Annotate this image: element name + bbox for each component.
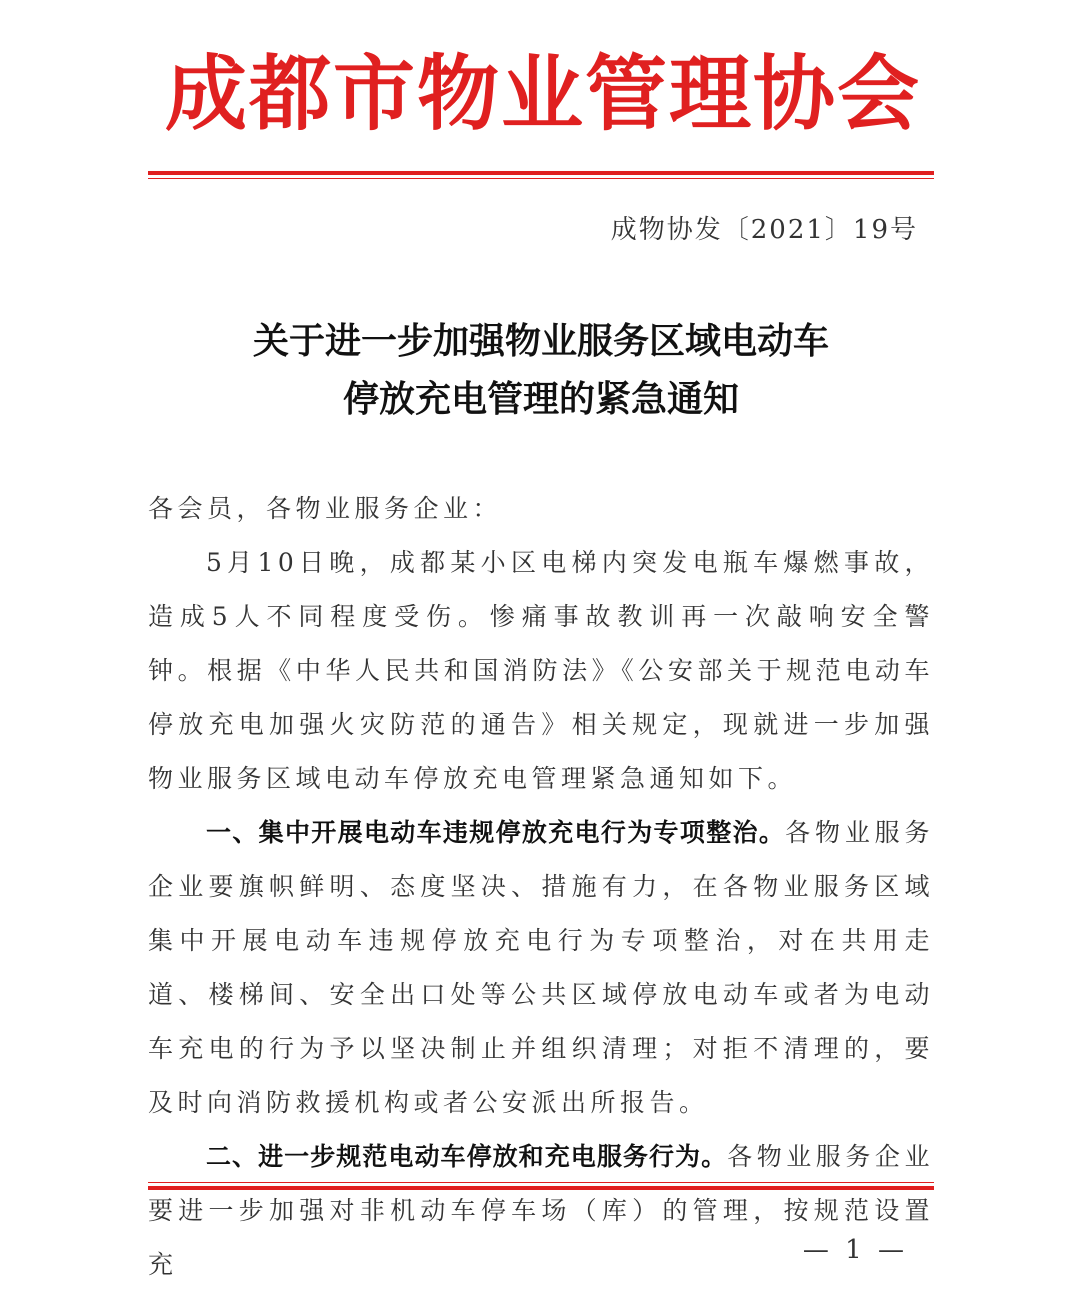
page-number: — 1 — — [802, 1235, 908, 1265]
document-number: 成物协发〔2021〕19号 — [610, 215, 918, 245]
document-title-line1: 关于进一步加强物业服务区域电动车 — [252, 320, 829, 362]
salutation: 各会员，各物业服务企业： — [148, 494, 503, 523]
document-title-line2: 停放充电管理的紧急通知 — [342, 378, 739, 420]
organization-letterhead: 成都市物业管理协会 — [164, 47, 921, 142]
footer-red-divider — [148, 1182, 934, 1190]
section-2-heading: 二、进一步规范电动车停放和充电服务行为。 — [206, 1142, 728, 1171]
section-2-text: 各物业服务企业要进一步加强对非机动车停车场（库）的管理，按规范设置充 — [148, 1142, 934, 1279]
section-1-heading: 一、集中开展电动车违规停放充电行为专项整治。 — [206, 818, 786, 847]
section-1-paragraph — [148, 806, 934, 1130]
section-1-text: 各物业服务企业要旗帜鲜明、态度坚决、措施有力，在各物业服务区域集中开展电动车违规停放充电行为专项整治，对在共用走道、楼梯间、安全出口处等公共区域停放电动车或者为电动车充电的行为予以坚决制止并组织清理；对拒不清理的，要及时向消防救援机构或者公安派出所报告。 — [148, 818, 934, 1117]
document-title — [148, 312, 934, 428]
document-body — [148, 482, 934, 1292]
intro-paragraph: 5月10日晚，成都某小区电梯内突发电瓶车爆燃事故，造成5人不同程度受伤。惨痛事故教训再一次敲响安全警钟。根据《中华人民共和国消防法》《公安部关于规范电动车停放充电加强火灾防范的通告》相关规定，现就进一步加强物业服务区域电动车停放充电管理紧急通知如下。 — [148, 548, 934, 793]
header-red-divider — [148, 171, 934, 179]
